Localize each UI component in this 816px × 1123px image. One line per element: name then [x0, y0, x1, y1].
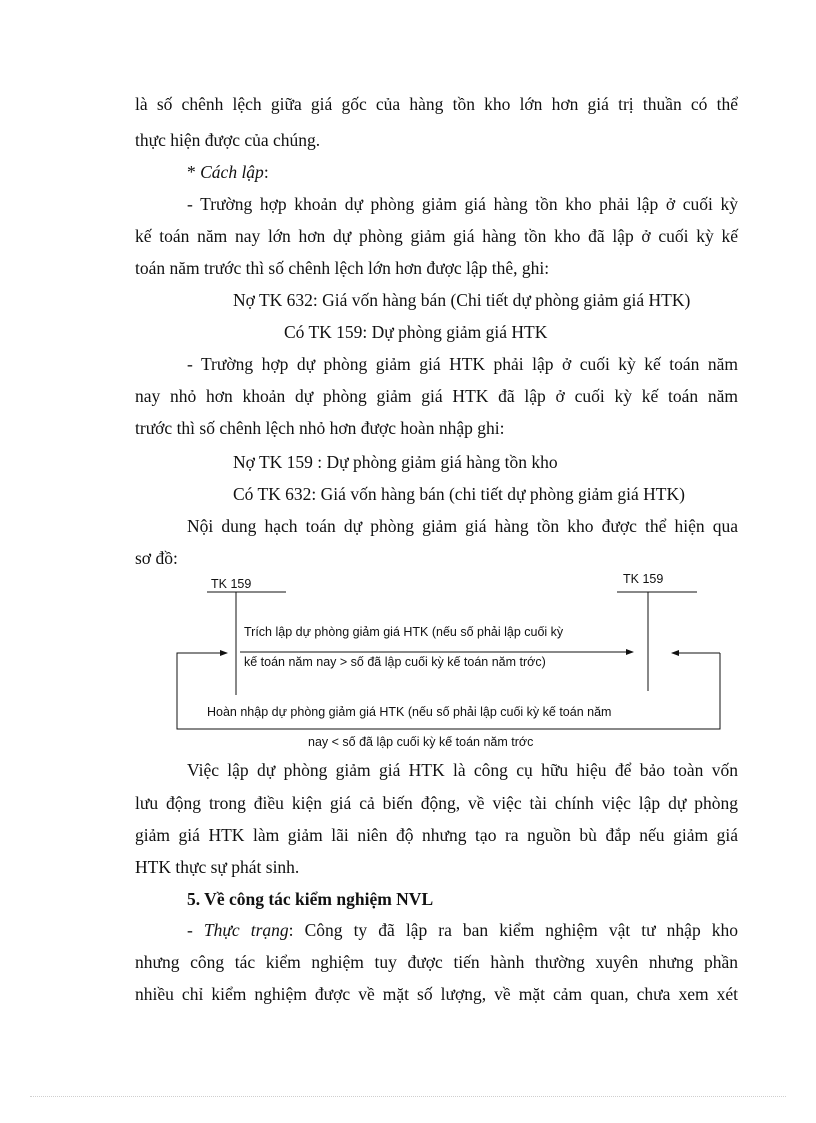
paragraph-line: - Trường hợp dự phòng giảm giá HTK phải lập ở cuối kỳ kế toán năm	[187, 354, 738, 374]
reversal-label: Hoàn nhập dự phòng giảm giá HTK (nếu số phải lập cuối kỳ kế toán năm	[207, 705, 612, 719]
paragraph-line: HTK thực sự phát sinh.	[135, 857, 300, 877]
paragraph-line: nay nhỏ hơn khoản dự phòng giảm giá HTK đã lập ở cuối kỳ kế toán năm	[135, 386, 738, 406]
footer-divider	[30, 1096, 786, 1097]
right-account-label: TK 159	[623, 572, 664, 586]
paragraph-line: nhưng công tác kiểm nghiệm tuy được tiến hành thường xuyên nhưng phần	[135, 952, 738, 972]
status-label: Thực trạng	[203, 920, 289, 940]
left-account-label: TK 159	[211, 577, 252, 591]
status-dash: -	[187, 920, 204, 940]
provision-label: kế toán năm nay > số đã lập cuối kỳ kế toán năm trớc)	[244, 655, 546, 669]
method-colon: :	[263, 162, 269, 182]
provision-label: Trích lập dự phòng giảm giá HTK (nếu số phải lập cuối kỳ	[244, 625, 564, 639]
journal-credit-entry: Có TK 159: Dự phòng giảm giá HTK	[284, 322, 548, 342]
method-label: Cách lập	[200, 162, 264, 182]
method-bullet: *	[187, 162, 201, 182]
paragraph-line: sơ đồ:	[135, 548, 178, 568]
paragraph-line: - Trường hợp khoản dự phòng giảm giá hàng tồn kho phải lập ở cuối kỳ	[187, 194, 738, 214]
paragraph-line: giảm giá HTK làm giảm lãi niên độ nhưng tạo ra nguồn bù đắp nếu giảm giá	[135, 825, 738, 845]
journal-debit-entry: Nợ TK 159 : Dự phòng giảm giá hàng tồn kho	[233, 452, 558, 472]
reversal-label: nay < số đã lập cuối kỳ kế toán năm trớc	[308, 735, 534, 749]
paragraph-line: Việc lập dự phòng giảm giá HTK là công cụ hữu hiệu để bảo toàn vốn	[187, 760, 738, 780]
paragraph-line: kế toán năm nay lớn hơn dự phòng giảm giá hàng tồn kho đã lập ở cuối kỳ kế	[135, 226, 738, 246]
paragraph-line: nhiều chỉ kiểm nghiệm được về mặt số lượng, về mặt cảm quan, chưa xem xét	[135, 984, 738, 1004]
paragraph-line: toán năm trước thì số chênh lệch lớn hơn được lập thê, ghi:	[135, 258, 550, 278]
paragraph-line	[187, 919, 738, 941]
journal-debit-entry: Nợ TK 632: Giá vốn hàng bán (Chi tiết dự phòng giảm giá HTK)	[233, 290, 691, 310]
paragraph-line: lưu động trong điều kiện giá cả biến động, về việc tài chính việc lập dự phòng	[135, 793, 738, 813]
paragraph-line: thực hiện được của chúng.	[135, 130, 321, 150]
paragraph-line: trước thì số chênh lệch nhỏ hơn được hoàn nhập ghi:	[135, 418, 505, 438]
status-text: : Công ty đã lập ra ban kiểm nghiệm vật tư nhập kho	[288, 920, 739, 940]
journal-credit-entry: Có TK 632: Giá vốn hàng bán (chi tiết dự phòng giảm giá HTK)	[233, 484, 685, 504]
section-heading: 5. Về công tác kiểm nghiệm NVL	[187, 889, 434, 909]
paragraph-line: là số chênh lệch giữa giá gốc của hàng tồn kho lớn hơn giá trị thuần có thể	[135, 94, 738, 114]
paragraph-line: Nội dung hạch toán dự phòng giảm giá hàng tồn kho được thể hiện qua	[187, 516, 738, 536]
